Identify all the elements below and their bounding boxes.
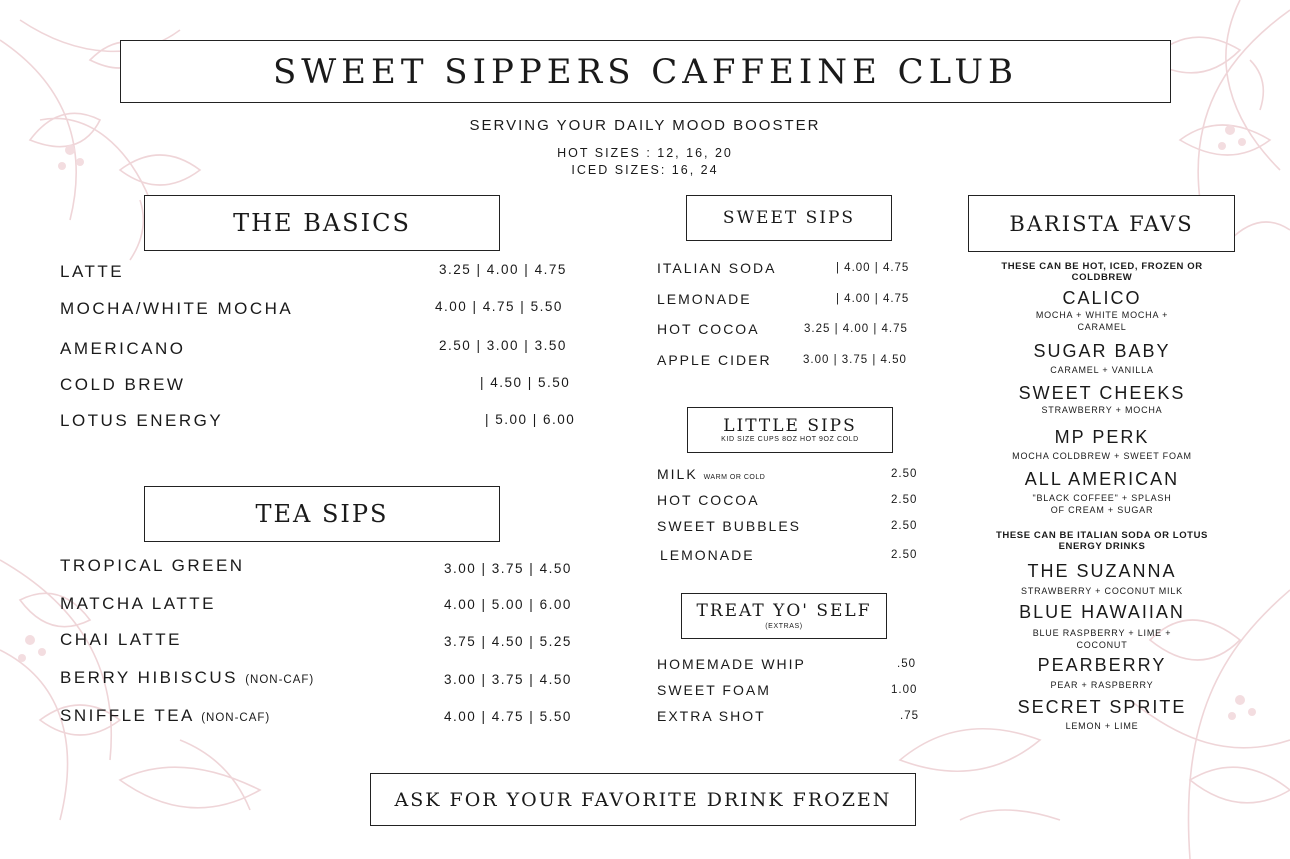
tea-item-name: SNIFFLE TEA — [60, 706, 194, 725]
barista-title: BARISTA FAVS — [1009, 211, 1194, 236]
fav-desc: STRAWBERRY + COCONUT MILK — [1021, 586, 1183, 596]
title-box — [120, 40, 1171, 103]
menu-item-name — [60, 630, 182, 650]
barista-title-box — [968, 195, 1235, 252]
menu-item-price: 3.00 | 3.75 | 4.50 — [803, 354, 907, 366]
menu-item-price: 4.00 | 5.00 | 6.00 — [444, 597, 572, 612]
menu-item-name: HOT COCOA — [657, 321, 760, 337]
menu-item-name: LEMONADE — [660, 547, 755, 563]
fav-name: MP PERK — [1054, 427, 1150, 447]
menu-item-price: | 4.00 | 4.75 — [836, 262, 910, 274]
iced-sizes: ICED SIZES: 16, 24 — [571, 163, 719, 177]
fav-desc: CARAMEL + VANILLA — [1050, 365, 1154, 375]
fav-desc: MOCHA COLDBREW + SWEET FOAM — [1012, 451, 1192, 461]
menu-item-price: | 4.00 | 4.75 — [836, 293, 910, 305]
menu-item-name: HOT COCOA — [657, 492, 760, 508]
basics-title-box — [144, 195, 500, 251]
menu-item-name — [60, 668, 314, 688]
menu-item-price: 1.00 — [891, 684, 918, 696]
menu-item-name: ITALIAN SODA — [657, 260, 777, 276]
menu-item-name: LOTUS ENERGY — [60, 411, 224, 430]
treat-title-box — [681, 593, 887, 639]
sweet-title-box — [686, 195, 892, 241]
menu-item-price: | 4.50 | 5.50 — [480, 375, 571, 390]
fav-desc: MOCHA + WHITE MOCHA + CARAMEL — [1035, 310, 1169, 332]
little-subtitle: KID SIZE CUPS 8OZ HOT 9OZ COLD — [721, 436, 859, 443]
footer-box — [370, 773, 916, 826]
fav-desc: PEAR + RASPBERRY — [1050, 680, 1154, 690]
menu-item-name — [60, 556, 245, 576]
barista-note: THESE CAN BE ITALIAN SODA OR LOTUS ENERGY DRINKS — [996, 530, 1208, 552]
little-title-box — [687, 407, 893, 453]
fav-desc: STRAWBERRY + MOCHA — [1041, 405, 1163, 415]
basics-title: THE BASICS — [233, 209, 411, 237]
menu-item-price: 2.50 — [891, 468, 918, 480]
menu-item-name: SWEET FOAM — [657, 682, 771, 698]
menu-item-price: 3.25 | 4.00 | 4.75 — [804, 323, 908, 335]
menu-item-name: COLD BREW — [60, 375, 186, 394]
fav-desc: BLUE RASPBERRY + LIME + COCONUT — [1032, 628, 1172, 650]
menu-item-name: APPLE CIDER — [657, 352, 772, 368]
hot-sizes: HOT SIZES : 12, 16, 20 — [557, 146, 733, 160]
menu-item-name: LATTE — [60, 262, 125, 281]
fav-name: SWEET CHEEKS — [1018, 383, 1186, 403]
menu-item-name: SWEET BUBBLES — [657, 518, 802, 534]
fav-name: THE SUZANNA — [1027, 561, 1177, 581]
menu-item-name — [60, 594, 216, 614]
barista-note: THESE CAN BE HOT, ICED, FROZEN OR COLDBREW — [1001, 261, 1203, 283]
menu-item-price: .50 — [897, 658, 916, 670]
fav-name: CALICO — [1062, 288, 1142, 308]
fav-desc: "BLACK COFFEE" + SPLASH OF CREAM + SUGAR — [1032, 493, 1172, 515]
footer-text: ASK FOR YOUR FAVORITE DRINK FROZEN — [394, 788, 892, 811]
menu-item-price: 3.25 | 4.00 | 4.75 — [439, 262, 567, 277]
fav-name: SUGAR BABY — [1033, 341, 1171, 361]
sweet-title: SWEET SIPS — [722, 208, 856, 228]
tea-item-name: CHAI LATTE — [60, 630, 182, 649]
menu-item-name: HOMEMADE WHIP — [657, 656, 806, 672]
menu-item-name — [657, 466, 765, 482]
menu-item-price: 2.50 | 3.00 | 3.50 — [439, 338, 567, 353]
menu-item-price: 3.00 | 3.75 | 4.50 — [444, 561, 572, 576]
menu-item-name — [60, 706, 270, 726]
little-title: LITTLE SIPS — [723, 416, 857, 436]
tea-item-name: BERRY HIBISCUS — [60, 668, 238, 687]
menu-item-name: EXTRA SHOT — [657, 708, 766, 724]
milk-note: WARM OR COLD — [703, 474, 766, 481]
tagline: SERVING YOUR DAILY MOOD BOOSTER — [469, 117, 821, 134]
non-caf-note: (NON-CAF) — [201, 712, 271, 724]
menu-item-name: AMERICANO — [60, 339, 186, 358]
fav-name: BLUE HAWAIIAN — [1019, 602, 1185, 622]
menu-item-price: 2.50 — [891, 494, 918, 506]
fav-desc: LEMON + LIME — [1065, 721, 1139, 731]
tea-title: TEA SIPS — [255, 500, 389, 528]
menu-item-price: | 5.00 | 6.00 — [485, 412, 576, 427]
menu-item-name: MOCHA/WHITE MOCHA — [60, 299, 294, 318]
menu-item-price: 2.50 — [891, 549, 918, 561]
menu-item-name: LEMONADE — [657, 291, 752, 307]
menu-item-price: .75 — [900, 710, 919, 722]
menu-item-price: 2.50 — [891, 520, 918, 532]
little-item-name: MILK — [657, 466, 698, 482]
menu-item-price: 4.00 | 4.75 | 5.50 — [444, 709, 572, 724]
tea-title-box — [144, 486, 500, 542]
page-title: SWEET SIPPERS CAFFEINE CLUB — [272, 51, 1019, 92]
treat-subtitle: (EXTRAS) — [765, 623, 803, 630]
menu-item-price: 3.00 | 3.75 | 4.50 — [444, 672, 572, 687]
treat-title: TREAT YO' SELF — [696, 601, 872, 621]
fav-name: SECRET SPRITE — [1017, 697, 1187, 717]
fav-name: PEARBERRY — [1037, 655, 1167, 675]
non-caf-note: (NON-CAF) — [245, 674, 315, 686]
tea-item-name: TROPICAL GREEN — [60, 556, 245, 575]
tea-item-name: MATCHA LATTE — [60, 594, 216, 613]
menu-item-price: 4.00 | 4.75 | 5.50 — [435, 299, 563, 314]
menu-item-price: 3.75 | 4.50 | 5.25 — [444, 634, 572, 649]
fav-name: ALL AMERICAN — [1024, 469, 1180, 489]
